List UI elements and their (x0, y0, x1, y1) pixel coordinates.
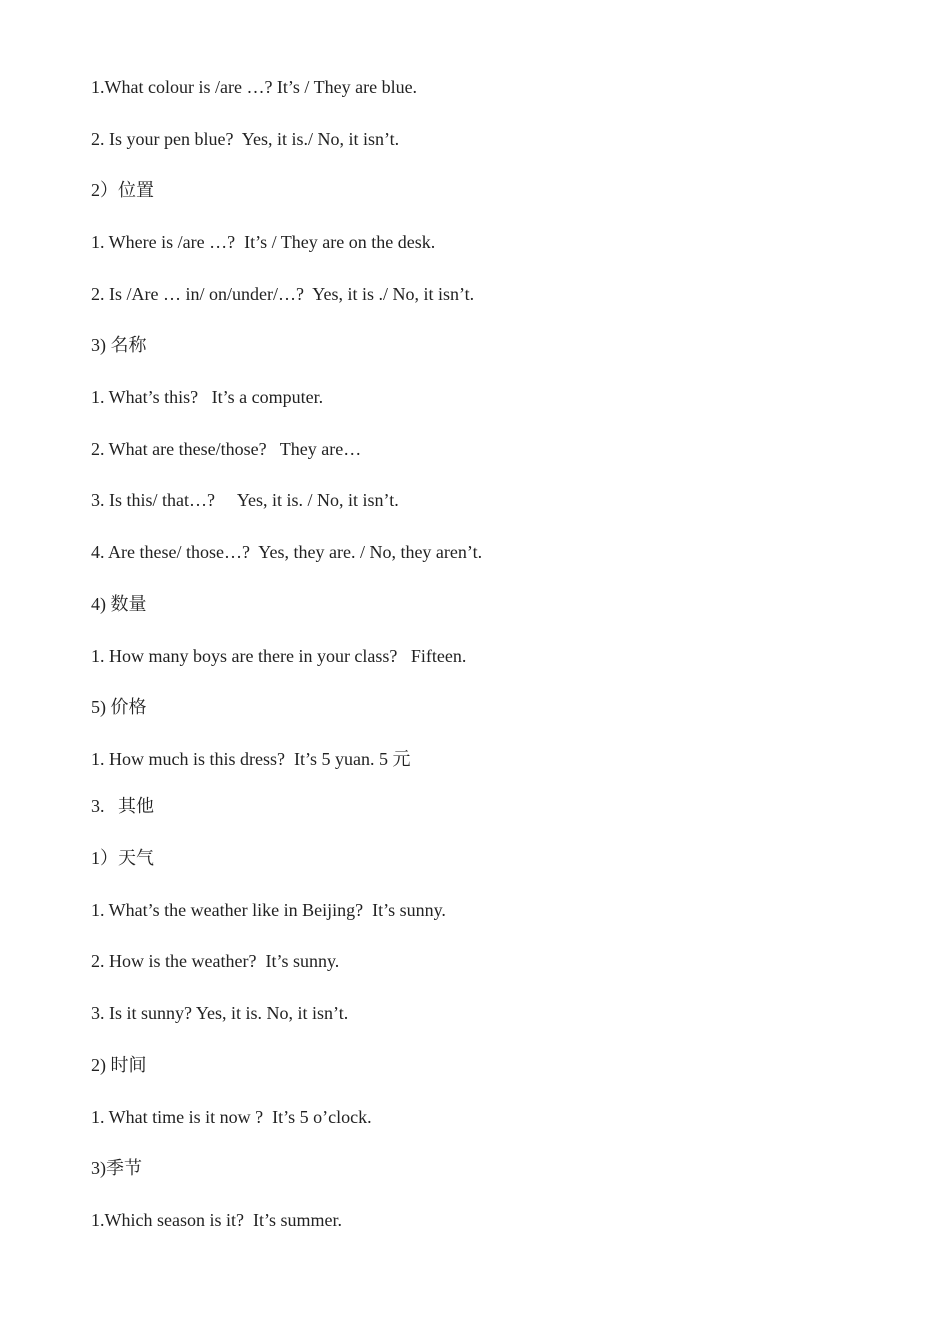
sentence-what-are-these: 2. What are these/those? They are… (91, 439, 362, 459)
sentence-how-many: 1. How many boys are there in your class? Fifteen. (91, 646, 467, 666)
sentence-which-season: 1.Which season is it? It’s summer. (91, 1210, 342, 1230)
sentence-how-much: 1. How much is this dress? It’s 5 yuan. 5 元 (91, 749, 411, 769)
sentence-how-is-weather: 2. How is the weather? It’s sunny. (91, 951, 340, 971)
heading-position: 2）位置 (91, 180, 154, 200)
sentence-is-it-sunny: 3. Is it sunny? Yes, it is. No, it isn’t. (91, 1003, 349, 1023)
sentence-colour-question: 1.What colour is /are …? It’s / They are blue. (91, 77, 418, 97)
heading-season: 3)季节 (91, 1158, 142, 1178)
heading-name: 3) 名称 (91, 335, 147, 355)
sentence-what-time: 1. What time is it now ? It’s 5 o’clock. (91, 1107, 372, 1127)
sentence-where-is: 1. Where is /are …? It’s / They are on the desk. (91, 232, 436, 252)
sentence-is-this-that: 3. Is this/ that…? Yes, it is. / No, it isn’t. (91, 490, 399, 510)
sentence-are-these-those: 4. Are these/ those…? Yes, they are. / No, they aren’t. (91, 542, 483, 562)
sentence-is-are-in: 2. Is /Are … in/ on/under/…? Yes, it is ./ No, it isn’t. (91, 284, 475, 304)
heading-others: 3. 其他 (91, 796, 154, 816)
heading-time: 2) 时间 (91, 1055, 147, 1075)
sentence-weather-beijing: 1. What’s the weather like in Beijing? It’s sunny. (91, 900, 446, 920)
sentence-whats-this: 1. What’s this? It’s a computer. (91, 387, 324, 407)
heading-price: 5) 价格 (91, 697, 147, 717)
sentence-pen-blue: 2. Is your pen blue? Yes, it is./ No, it isn’t. (91, 129, 400, 149)
heading-weather: 1）天气 (91, 848, 154, 868)
heading-quantity: 4) 数量 (91, 594, 147, 614)
